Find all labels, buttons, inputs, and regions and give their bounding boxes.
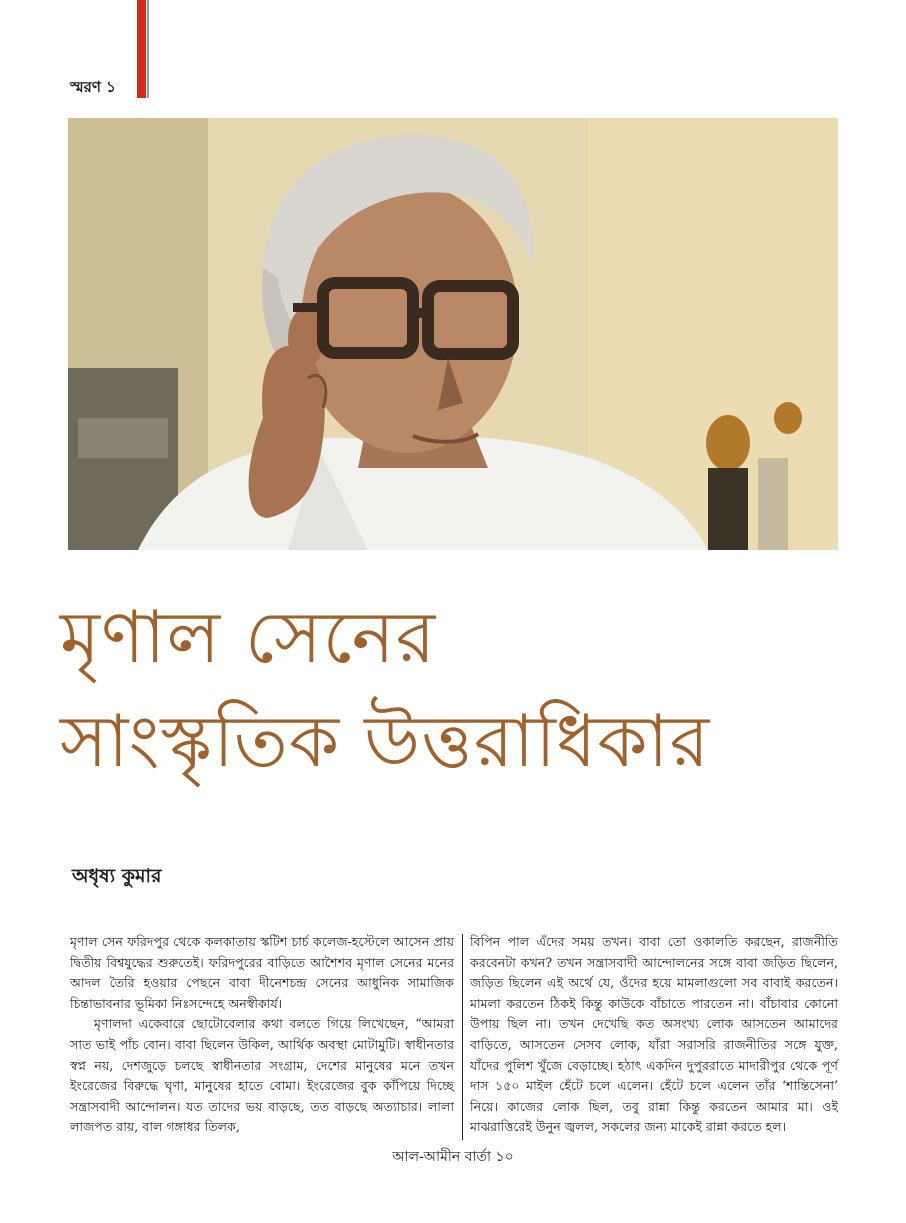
article-headline (60, 585, 860, 793)
article-paragraph: মৃণালদা একেবারে ছোটোবেলার কথা বলতে গিয়ে লিখেছেন, “আমরা সাত ভাই পাঁচ বোন। বাবা ছিলেন উকিল, আর্থিক অবস্থা মোটামুটি। স্বাধীনতার স্বপ্ন নয়, দেশজুড়ে চলছে স্বাধীনতার সংগ্রাম, দেশের মানুষের মনে তখন ইংরেজের বিরুদ্ধে ঘৃণা, মানুষের হাতে বোমা। ইংরেজের বুক কাঁপিয়ে দিচ্ছে সন্ত্রাসবাদী আন্দোলন। যত তাদের ভয় বাড়ছে, তত বাড়ছে অত্যাচার। লালা লাজপত রায়, বাল গঙ্গাধর তিলক, (70, 1016, 454, 1135)
headline-line-2: সাংস্কৃতিক উত্তরাধিকার (60, 699, 711, 783)
section-label: স্মরণ ১ (70, 78, 116, 96)
column-divider (462, 934, 463, 1140)
article-paragraph: মৃণাল সেন ফরিদপুর থেকে কলকাতায় স্কটিশ চার্চ কলেজ-হস্টেলে আসেন প্রায় দ্বিতীয় বিশ্বযুদ্ধের শুরুতেই। ফরিদপুরের বাড়িতে আশৈশব মৃণাল সেনের মনের আদল তৈরি হওয়ার পেছনে বাবা দীনেশচন্দ্র সেনের আধুনিক সামাজিক চিন্তাভাবনার ভূমিকা নিঃসন্দেহে অনস্বীকার্য। (70, 934, 454, 1011)
article-column-right (470, 932, 838, 1138)
author-byline: অধৃষ্য কুমার (72, 865, 162, 887)
page-footer: আল-আমীন বার্তা ১০ (392, 1149, 514, 1165)
section-accent-line (147, 0, 149, 98)
article-paragraph: বিপিন পাল এঁদের সময় তখন। বাবা তো ওকালতি করছেন, রাজনীতি করবেনটা কখন? তখন সন্ত্রাসবাদী আন্দোলনের সঙ্গে বাবা জড়িত ছিলেন, জড়িত ছিলেন এই অর্থে যে, ওঁদের হয়ে মামলাগুলো সব বাবাই করতেন। মামলা করতেন ঠিকই কিন্তু কাউকে বাঁচাতে পারতেন না। বাঁচাবার কোনো উপায় ছিল না। তখন দেখেছি কত অসংখ্য লোক আসতেন আমাদের বাড়িতে, আসতেন সেসব লোক, যাঁরা সরাসরি রাজনীতির সঙ্গে যুক্ত, যাঁদের পুলিশ খুঁজে বেড়াচ্ছে। হঠাৎ একদিন দুপুররাতে মাদারীপুর থেকে পূর্ণ দাস ১৫০ মাইল হেঁটে চলে এলেন। হেঁটে চলে এলেন তাঁর ‘শান্তিসেনা’ নিয়ে। কাজের লোক ছিল, তবু রান্না কিন্তু করতেন আমার মা। ওই মাঝরাত্তিরেই উনুন জ্বলল, সকলের জন্য মাকেই রান্না করতে হল। (470, 934, 838, 1135)
headline-line-1: মৃণাল সেনের (60, 595, 437, 679)
article-column-left (70, 932, 454, 1138)
section-accent-bar (137, 0, 146, 98)
portrait-photo (68, 118, 838, 550)
